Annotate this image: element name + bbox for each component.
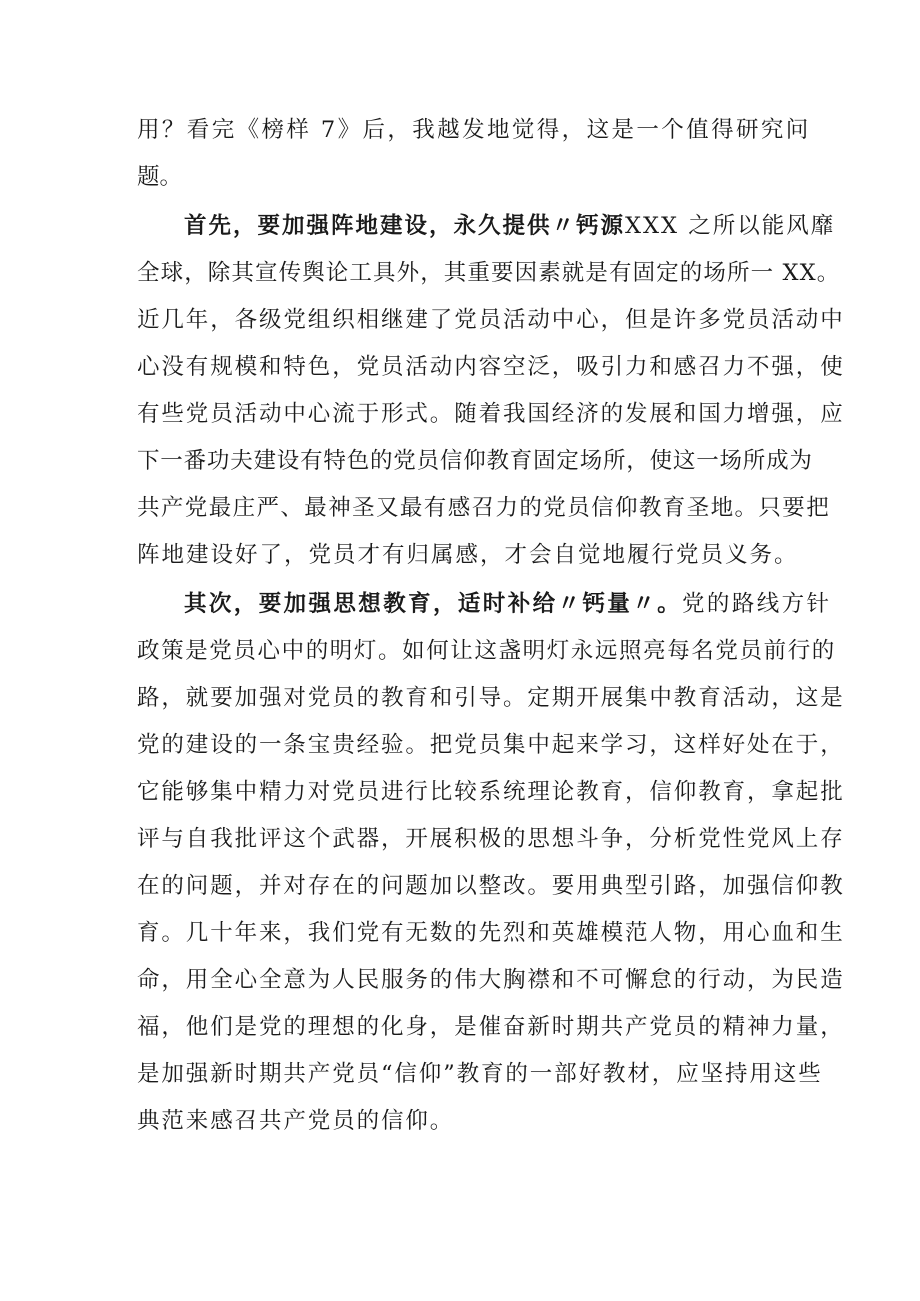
paragraph-3-heading: 其次，要加强思想教育，适时补给〃钙量〃。 — [184, 591, 683, 617]
paragraph-3-line-5: 评与自我批评这个武器，开展积极的思想斗争，分析党性党风上存 — [137, 826, 845, 852]
paragraph-3-line-4: 它能够集中精力对党员进行比较系统理论教育，信仰教育，拿起批 — [137, 779, 845, 805]
paragraph-3-line-1: 政策是党员心中的明灯。如何让这盏明灯永远照亮每名党员前行的 — [137, 638, 836, 664]
paragraph-3-line-6: 在的问题，并对存在的问题加以整改。要用典型引路，加强信仰教 — [137, 873, 845, 899]
paragraph-2-line-1: 全球，除其宣传舆论工具外，其重要因素就是有固定的场所一 XX。 — [137, 260, 841, 286]
paragraph-2-line-6: 共产党最庄严、最神圣又最有感召力的党员信仰教育圣地。只要把 — [137, 495, 831, 521]
paragraph-3-line-2: 路，就要加强对党员的教育和引导。定期开展集中教育活动，这是 — [137, 685, 845, 711]
paragraph-2-heading: 首先，要加强阵地建设，永久提供〃钙源 — [184, 213, 626, 239]
paragraph-3-lead-rest: 党的路线方针 — [682, 591, 832, 617]
paragraph-3-lead-line — [184, 590, 831, 618]
paragraph-3-line-8: 命，用全心全意为人民服务的伟大胸襟和不可懈怠的行动，为民造 — [137, 967, 845, 993]
paragraph-3-line-3: 党的建设的一条宝贵经验。把党员集中起来学习，这样好处在于， — [137, 732, 845, 758]
paragraph-2-line-4: 有些党员活动中心流于形式。随着我国经济的发展和国力增强，应 — [137, 401, 845, 427]
paragraph-3-line-9: 福，他们是党的理想的化身，是催奋新时期共产党员的精神力量， — [137, 1014, 845, 1040]
paragraph-3-line-11: 典范来感召共产党员的信仰。 — [137, 1108, 455, 1134]
paragraph-2-lead-line — [184, 212, 835, 240]
paragraph-1-line-2: 题。 — [137, 164, 183, 190]
paragraph-3-line-7: 育。几十年来，我们党有无数的先烈和英雄模范人物，用心血和生 — [137, 920, 845, 946]
paragraph-2-line-2: 近几年，各级党组织相继建了党员活动中心，但是许多党员活动中 — [137, 307, 845, 333]
paragraph-2-lead-rest: XXX 之所以能风靡 — [625, 213, 836, 239]
paragraph-2-line-3: 心没有规模和特色，党员活动内容空泛，吸引力和感召力不强，使 — [137, 354, 845, 380]
paragraph-2-line-5: 下一番功夫建设有特色的党员信仰教育固定场所，使这一场所成为 — [137, 448, 813, 474]
paragraph-1-line-1: 用？看完《榜样 7》后，我越发地觉得，这是一个值得研究问 — [137, 117, 811, 143]
paragraph-3-line-10: 是加强新时期共产党员“信仰”教育的一部好教材，应坚持用这些 — [137, 1061, 823, 1087]
paragraph-2-line-7: 阵地建设好了，党员才有归属感，才会自觉地履行党员义务。 — [137, 542, 799, 568]
